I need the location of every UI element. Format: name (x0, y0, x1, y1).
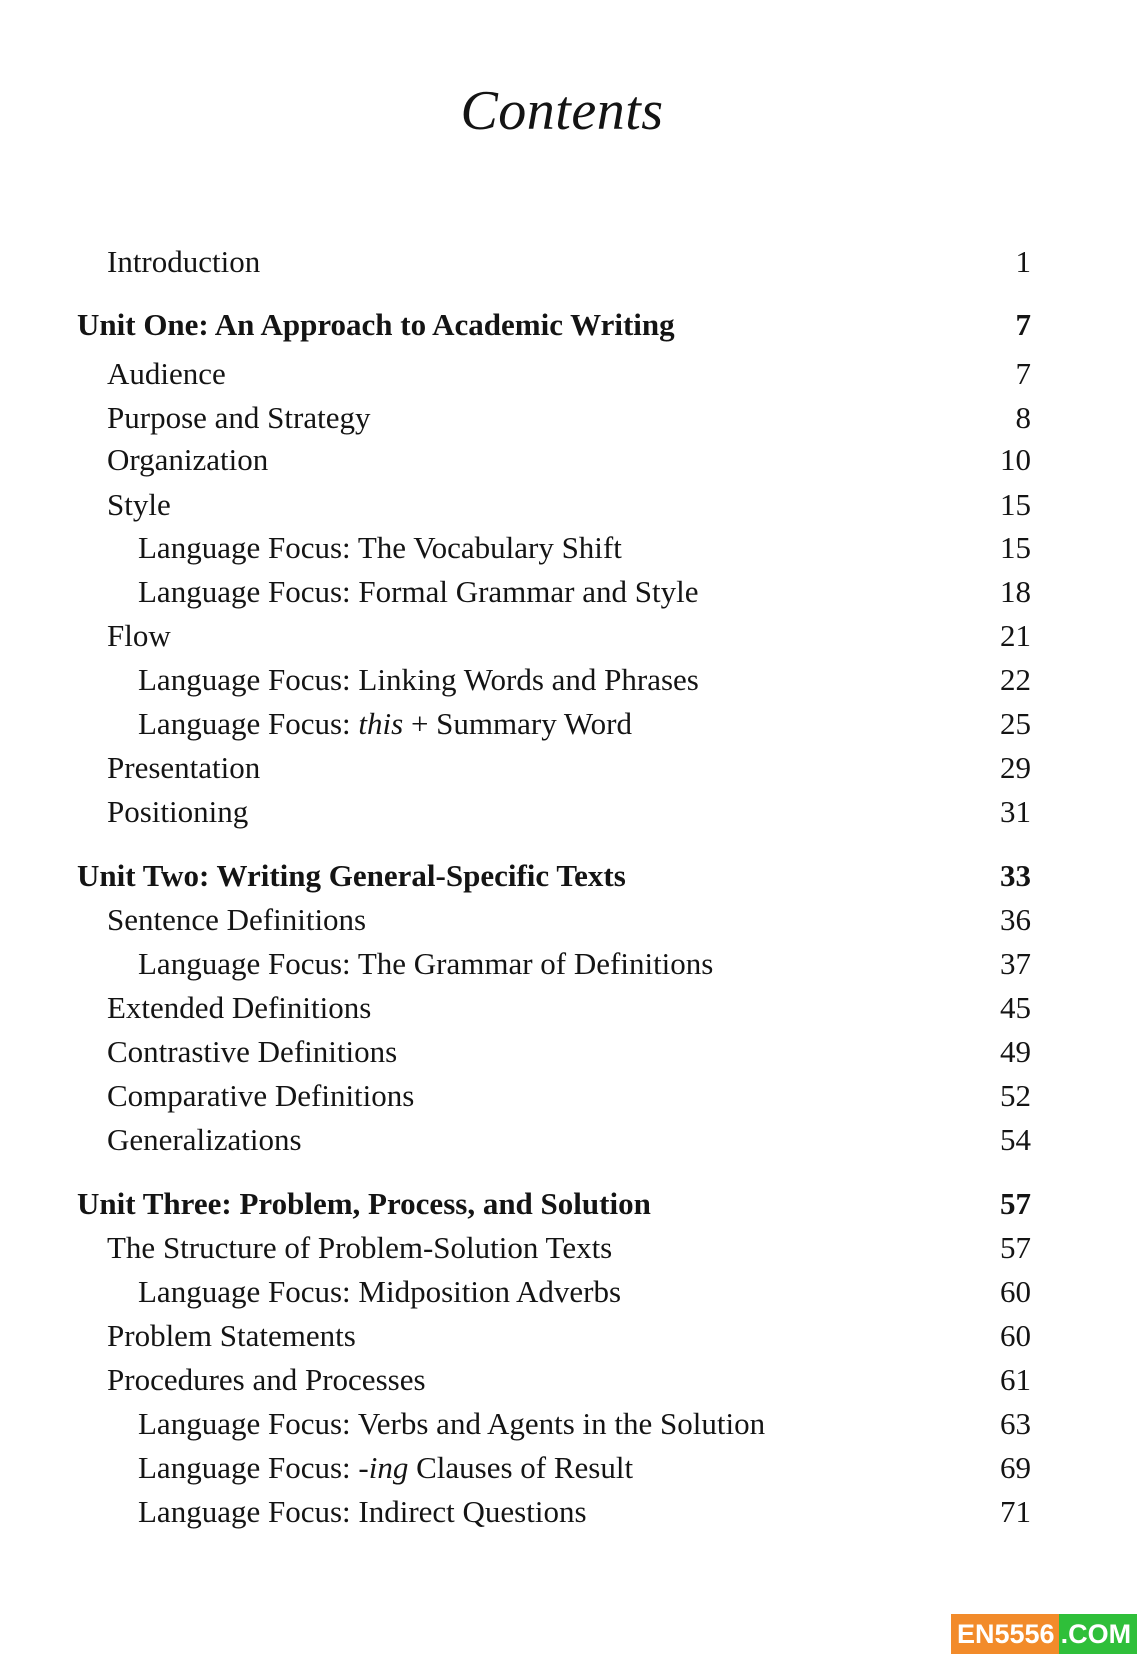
toc-page-number: 57 (1000, 1186, 1031, 1221)
toc-page-number: 15 (1000, 530, 1031, 565)
toc-page-number: 18 (1000, 574, 1031, 609)
toc-page-number: 45 (1000, 990, 1031, 1025)
toc-section-entry (107, 790, 1031, 834)
toc-entry-title: Language Focus: Midposition Adverbs (138, 1274, 622, 1309)
toc-section-entry (107, 1074, 1031, 1118)
toc-section-entry (107, 1314, 1031, 1358)
toc-page-number: 54 (1000, 1122, 1031, 1157)
toc-entry-title: Contrastive Definitions (107, 1034, 398, 1069)
toc-entry-title: Comparative Definitions (107, 1078, 415, 1113)
toc-entry-title: Presentation (107, 750, 261, 785)
toc-page-number: 21 (1000, 618, 1031, 653)
toc-page-number: 7 (1015, 307, 1031, 342)
toc-page-number: 15 (1000, 487, 1031, 522)
toc-subsection-entry (138, 942, 1031, 986)
toc-page-number: 69 (1000, 1450, 1031, 1485)
toc-subsection-entry (138, 570, 1031, 614)
watermark-part-1: EN5556 (951, 1614, 1059, 1654)
toc-entry-title: Generalizations (107, 1122, 302, 1157)
toc-entry-title-prefix: Language Focus: (138, 1450, 359, 1485)
toc-page-number: 8 (1015, 400, 1031, 435)
toc-entry-title-suffix: Clauses of Result (408, 1450, 634, 1485)
toc-page-number: 71 (1000, 1494, 1031, 1529)
toc-entry-title-suffix: + Summary Word (403, 706, 633, 741)
toc-entry-title: Extended Definitions (107, 990, 372, 1025)
toc-page-number: 60 (1000, 1274, 1031, 1309)
toc-unit-heading (77, 303, 1031, 347)
toc-subsection-entry (138, 1402, 1031, 1446)
toc-subsection-entry (138, 1446, 1031, 1490)
toc-section-entry (107, 438, 1031, 482)
toc-section-entry (107, 396, 1031, 440)
toc-section-entry (107, 614, 1031, 658)
toc-entry-title: The Structure of Problem-Solution Texts (107, 1230, 613, 1265)
toc-unit-heading (77, 1182, 1031, 1226)
toc-entry-title-italic: this (358, 706, 404, 741)
watermark-part-2: .COM (1059, 1614, 1137, 1654)
toc-entry-title: Audience (107, 356, 226, 391)
toc-page-number: 52 (1000, 1078, 1031, 1113)
toc-section-entry (107, 1226, 1031, 1270)
toc-page-number: 63 (1000, 1406, 1031, 1441)
toc-section-entry (107, 986, 1031, 1030)
toc-section-entry (107, 483, 1031, 527)
toc-section-entry (107, 1118, 1031, 1162)
toc-page-number: 31 (1000, 794, 1031, 829)
toc-page-number: 22 (1000, 662, 1031, 697)
toc-section-entry (107, 746, 1031, 790)
toc-entry-title: Unit One: An Approach to Academic Writing (77, 307, 675, 342)
toc-page-number: 61 (1000, 1362, 1031, 1397)
toc-page-number: 33 (1000, 858, 1031, 893)
toc-subsection-entry (138, 658, 1031, 702)
toc-entry-title: Purpose and Strategy (107, 400, 371, 435)
toc-entry-title: Language Focus: The Vocabulary Shift (138, 530, 622, 565)
toc-subsection-entry (138, 526, 1031, 570)
toc-page-number: 37 (1000, 946, 1031, 981)
toc-subsection-entry (138, 1270, 1031, 1314)
toc-entry-title: Language Focus: The Grammar of Definitions (138, 946, 714, 981)
toc-entry-title: Language Focus: Verbs and Agents in the Solution (138, 1406, 766, 1441)
toc-section-entry (107, 240, 1031, 284)
toc-section-entry (107, 1030, 1031, 1074)
toc-entry-title: Organization (107, 442, 269, 477)
toc-page-number: 1 (1015, 244, 1031, 279)
page-title: Contents (460, 80, 664, 142)
toc-entry-title-prefix: Language Focus: (138, 706, 359, 741)
toc-entry-title: Flow (107, 618, 171, 653)
toc-entry-title: Style (107, 487, 171, 522)
toc-section-entry (107, 1358, 1031, 1402)
toc-unit-heading (77, 854, 1031, 898)
toc-section-entry (107, 352, 1031, 396)
toc-page-number: 7 (1015, 356, 1031, 391)
toc-entry-title: Sentence Definitions (107, 902, 367, 937)
toc-entry-title: Language Focus: Indirect Questions (138, 1494, 587, 1529)
toc-entry-title: Unit Three: Problem, Process, and Solution (77, 1186, 651, 1221)
toc-entry-title (138, 1450, 633, 1485)
toc-entry-title: Language Focus: Linking Words and Phrases (138, 662, 699, 697)
toc-page-number: 10 (1000, 442, 1031, 477)
site-watermark (951, 1614, 1132, 1654)
toc-entry-title: Positioning (107, 794, 249, 829)
toc-entry-title: Procedures and Processes (107, 1362, 426, 1397)
toc-entry-title: Problem Statements (107, 1318, 356, 1353)
toc-page-number: 49 (1000, 1034, 1031, 1069)
toc-subsection-entry (138, 1490, 1031, 1534)
toc-page-number: 57 (1000, 1230, 1031, 1265)
toc-section-entry (107, 898, 1031, 942)
toc-entry-title: Language Focus: Formal Grammar and Style (138, 574, 699, 609)
toc-entry-title-italic: -ing (358, 1450, 409, 1485)
toc-page-number: 36 (1000, 902, 1031, 937)
toc-entry-title (138, 706, 632, 741)
toc-subsection-entry (138, 702, 1031, 746)
toc-entry-title: Introduction (107, 244, 261, 279)
toc-entry-title: Unit Two: Writing General-Specific Texts (77, 858, 626, 893)
toc-page-number: 25 (1000, 706, 1031, 741)
toc-page-number: 60 (1000, 1318, 1031, 1353)
toc-page-number: 29 (1000, 750, 1031, 785)
